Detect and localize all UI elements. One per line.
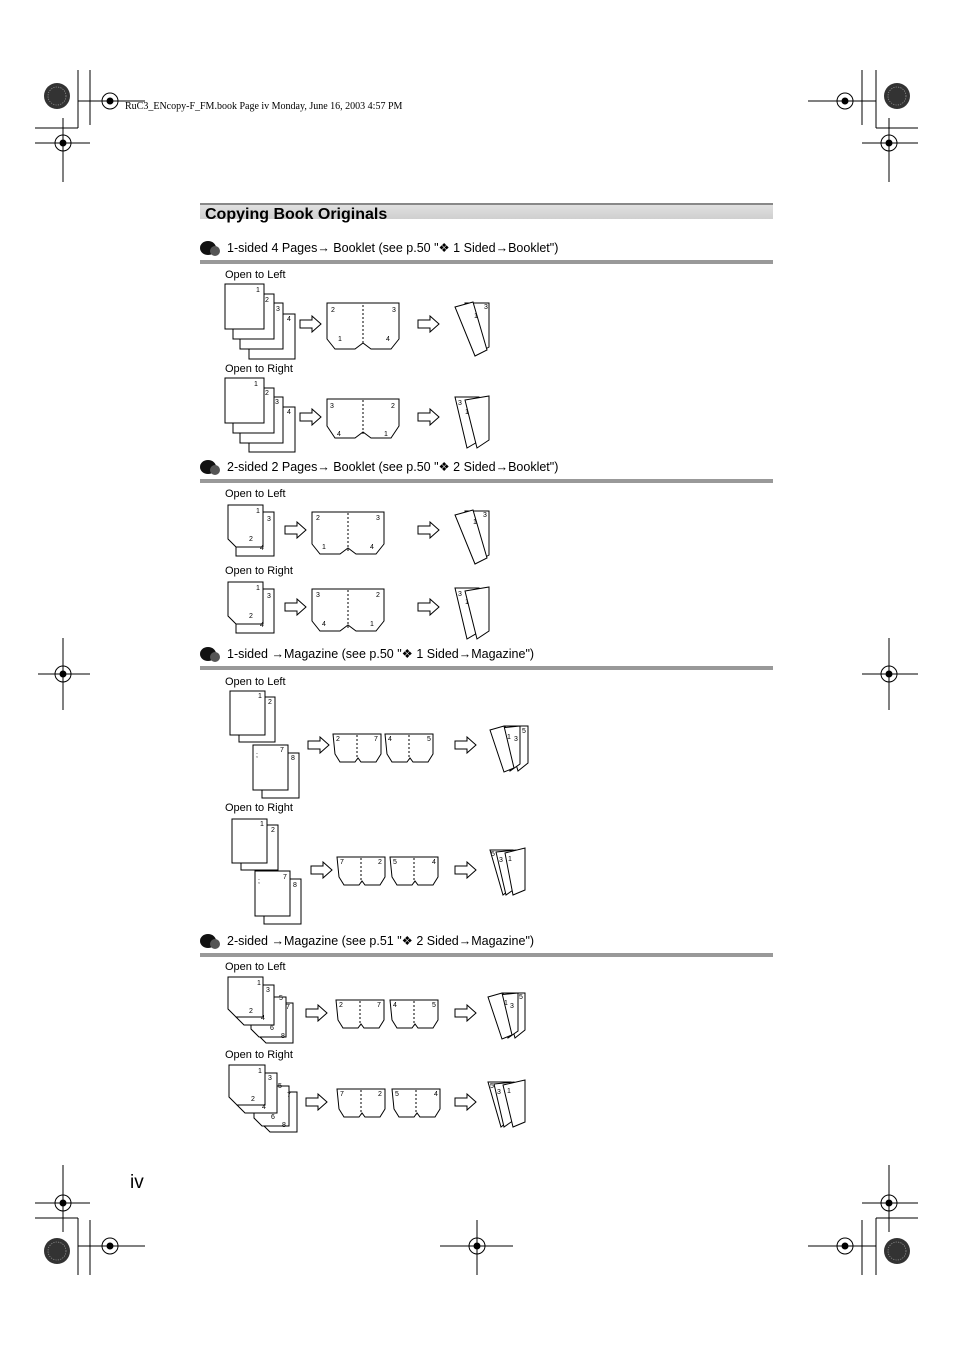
label-open-right: Open to Right: [225, 565, 293, 577]
svg-text:3: 3: [514, 736, 518, 743]
svg-text:5: 5: [519, 994, 523, 1001]
svg-text:3: 3: [458, 400, 462, 407]
svg-text:3: 3: [276, 306, 280, 313]
svg-text:1: 1: [256, 287, 260, 294]
svg-text:4: 4: [261, 1015, 265, 1022]
svg-text:1: 1: [258, 693, 262, 700]
svg-text:1: 1: [258, 1068, 262, 1075]
label-open-right: Open to Right: [225, 802, 293, 814]
svg-text:7: 7: [283, 874, 287, 881]
label-open-right: Open to Right: [225, 1049, 293, 1061]
svg-text:;: ;: [256, 752, 258, 759]
svg-text:2: 2: [265, 390, 269, 397]
page-title: Copying Book Originals: [205, 206, 388, 223]
svg-text:4: 4: [260, 545, 264, 552]
svg-text:2: 2: [249, 613, 253, 620]
svg-text:3: 3: [484, 304, 488, 311]
label-open-left: Open to Left: [225, 269, 286, 281]
section-heading-text: 2-sided →Magazine (see p.51 "❖ 2 Sided→Magazine"): [227, 934, 535, 948]
svg-text:2: 2: [268, 699, 272, 706]
svg-text:4: 4: [434, 1091, 438, 1098]
svg-text:7: 7: [287, 1092, 291, 1099]
svg-text:3: 3: [267, 593, 271, 600]
svg-text:4: 4: [262, 1104, 266, 1111]
page-number: iv: [130, 1172, 144, 1193]
svg-text:4: 4: [388, 736, 392, 743]
svg-text:3: 3: [268, 1075, 272, 1082]
label-open-left: Open to Left: [225, 488, 286, 500]
svg-text:5: 5: [278, 1083, 282, 1090]
svg-text:3: 3: [510, 1003, 514, 1010]
svg-text:1: 1: [507, 734, 511, 741]
svg-text:1: 1: [254, 381, 258, 388]
svg-text:1: 1: [473, 519, 477, 526]
svg-text:1: 1: [384, 431, 388, 438]
svg-text:7: 7: [340, 859, 344, 866]
svg-text:2: 2: [249, 1008, 253, 1015]
svg-text:1: 1: [370, 621, 374, 628]
svg-text:3: 3: [458, 591, 462, 598]
svg-text:3: 3: [275, 399, 279, 406]
svg-text:2: 2: [376, 592, 380, 599]
svg-text:1: 1: [504, 1000, 508, 1007]
svg-text:2: 2: [316, 515, 320, 522]
svg-text:4: 4: [322, 621, 326, 628]
svg-text:4: 4: [370, 544, 374, 551]
svg-text:3: 3: [316, 592, 320, 599]
svg-text:8: 8: [281, 1033, 285, 1040]
svg-text:2: 2: [378, 1091, 382, 1098]
svg-text:2: 2: [265, 297, 269, 304]
svg-text:2: 2: [251, 1096, 255, 1103]
svg-text:3: 3: [499, 857, 503, 864]
svg-text:5: 5: [393, 859, 397, 866]
svg-text:3: 3: [267, 516, 271, 523]
svg-text:3: 3: [266, 987, 270, 994]
svg-text:5: 5: [491, 851, 495, 858]
label-open-left: Open to Left: [225, 676, 286, 688]
svg-text:;: ;: [258, 878, 260, 885]
svg-text:2: 2: [249, 536, 253, 543]
svg-text:3: 3: [483, 512, 487, 519]
svg-text:1: 1: [260, 821, 264, 828]
svg-text:4: 4: [287, 409, 291, 416]
svg-text:1: 1: [507, 1088, 511, 1095]
svg-text:7: 7: [377, 1002, 381, 1009]
svg-text:8: 8: [291, 755, 295, 762]
svg-text:5: 5: [427, 736, 431, 743]
svg-text:1: 1: [322, 544, 326, 551]
svg-text:5: 5: [432, 1002, 436, 1009]
svg-text:6: 6: [271, 1114, 275, 1121]
svg-text:4: 4: [432, 859, 436, 866]
svg-text:6: 6: [270, 1025, 274, 1032]
svg-text:8: 8: [282, 1122, 286, 1129]
svg-text:2: 2: [339, 1002, 343, 1009]
svg-text:2: 2: [391, 403, 395, 410]
svg-text:2: 2: [271, 827, 275, 834]
svg-text:7: 7: [340, 1091, 344, 1098]
label-open-right: Open to Right: [225, 363, 293, 375]
svg-text:4: 4: [393, 1002, 397, 1009]
svg-text:1: 1: [465, 599, 469, 606]
svg-text:8: 8: [293, 882, 297, 889]
svg-text:1: 1: [474, 313, 478, 320]
svg-text:7: 7: [286, 1004, 290, 1011]
svg-text:1: 1: [257, 980, 261, 987]
svg-text:4: 4: [337, 431, 341, 438]
section-heading-text: 1-sided →Magazine (see p.50 "❖ 1 Sided→Magazine"): [227, 647, 535, 661]
svg-text:3: 3: [392, 307, 396, 314]
svg-text:4: 4: [386, 336, 390, 343]
svg-text:3: 3: [330, 403, 334, 410]
svg-text:1: 1: [256, 508, 260, 515]
svg-text:2: 2: [331, 307, 335, 314]
svg-text:7: 7: [374, 736, 378, 743]
svg-text:3: 3: [376, 515, 380, 522]
svg-text:5: 5: [490, 1083, 494, 1090]
svg-text:1: 1: [508, 856, 512, 863]
section-heading-text: 1-sided 4 Pages→ Booklet (see p.50 "❖ 1 Sided→Booklet"): [227, 241, 559, 255]
svg-text:5: 5: [522, 728, 526, 735]
file-info-header: RuC3_ENcopy-F_FM.book Page iv Monday, June 16, 2003 4:57 PM: [125, 101, 403, 112]
section-heading-text: 2-sided 2 Pages→ Booklet (see p.50 "❖ 2 Sided→Booklet"): [227, 460, 559, 474]
svg-text:4: 4: [260, 622, 264, 629]
svg-text:4: 4: [287, 316, 291, 323]
label-open-left: Open to Left: [225, 961, 286, 973]
svg-text:7: 7: [280, 747, 284, 754]
svg-text:1: 1: [465, 409, 469, 416]
svg-text:2: 2: [336, 736, 340, 743]
svg-text:1: 1: [338, 336, 342, 343]
svg-text:3: 3: [497, 1089, 501, 1096]
svg-text:5: 5: [279, 995, 283, 1002]
svg-text:2: 2: [378, 859, 382, 866]
svg-text:1: 1: [256, 585, 260, 592]
svg-text:5: 5: [395, 1091, 399, 1098]
